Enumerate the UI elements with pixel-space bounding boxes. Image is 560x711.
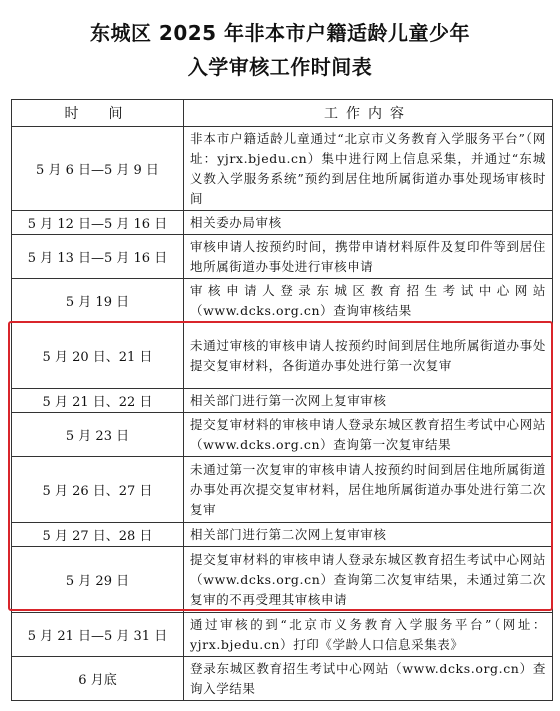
row-work: 通过审核的到“北京市义务教育入学服务平台”（网址：yjrx.bjedu.cn）打印《学龄人口信息采集表》 (184, 613, 553, 657)
row-time: 5 月 29 日 (12, 547, 184, 613)
table-row (12, 323, 553, 389)
row-time: 5 月 21 日、22 日 (12, 389, 184, 413)
row-work: 审核申请人按预约时间，携带申请材料原件及复印件等到居住地所属街道办事处进行审核申请 (184, 235, 553, 279)
row-time: 5 月 20 日、21 日 (12, 323, 184, 389)
schedule-table (11, 99, 553, 701)
row-time: 5 月 26 日、27 日 (12, 457, 184, 523)
row-work: 相关委办局审核 (184, 211, 553, 235)
table-row (12, 127, 553, 211)
table-row (12, 613, 553, 657)
header-time: 时 间 (12, 100, 184, 127)
table-row (12, 235, 553, 279)
table-row (12, 413, 553, 457)
row-work: 相关部门进行第二次网上复审审核 (184, 523, 553, 547)
page-title-line-1: 东城区 2025 年非本市户籍适龄儿童少年 (89, 21, 471, 45)
row-work: 提交复审材料的审核申请人登录东城区教育招生考试中心网站（www.dcks.org.cn）查询第一次复审结果 (184, 413, 553, 457)
page-title-line-2: 入学审核工作时间表 (187, 55, 373, 79)
row-time: 5 月 19 日 (12, 279, 184, 323)
row-time: 5 月 21 日—5 月 31 日 (12, 613, 184, 657)
table-row (12, 211, 553, 235)
table-row (12, 389, 553, 413)
row-time: 5 月 23 日 (12, 413, 184, 457)
row-time: 6 月底 (12, 657, 184, 701)
row-work: 非本市户籍适龄儿童通过“北京市义务教育入学服务平台”（网址：yjrx.bjedu.cn）集中进行网上信息采集，并通过“东城义教入学服务系统”预约到居住地所属街道办事处现场审核时间 (184, 127, 553, 211)
row-work: 登录东城区教育招生考试中心网站（www.dcks.org.cn）查询入学结果 (184, 657, 553, 701)
header-work: 工作内容 (184, 100, 553, 127)
row-time: 5 月 12 日—5 月 16 日 (12, 211, 184, 235)
row-work: 相关部门进行第一次网上复审审核 (184, 389, 553, 413)
row-work: 未通过第一次复审的审核申请人按预约时间到居住地所属街道办事处再次提交复审材料，居住地所属街道办事处进行第二次复审 (184, 457, 553, 523)
row-time: 5 月 27 日、28 日 (12, 523, 184, 547)
table-row (12, 523, 553, 547)
row-work: 提交复审材料的审核申请人登录东城区教育招生考试中心网站（www.dcks.org.cn）查询第二次复审结果，未通过第二次复审的不再受理其审核申请 (184, 547, 553, 613)
table-row (12, 547, 553, 613)
row-time: 5 月 13 日—5 月 16 日 (12, 235, 184, 279)
row-time: 5 月 6 日—5 月 9 日 (12, 127, 184, 211)
table-row (12, 657, 553, 701)
table-row (12, 279, 553, 323)
table-row (12, 457, 553, 523)
row-work: 审核申请人登录东城区教育招生考试中心网站（www.dcks.org.cn）查询审核结果 (184, 279, 553, 323)
row-work: 未通过审核的审核申请人按预约时间到居住地所属街道办事处提交复审材料，各街道办事处进行第一次复审 (184, 323, 553, 389)
table-header-row (12, 100, 553, 127)
